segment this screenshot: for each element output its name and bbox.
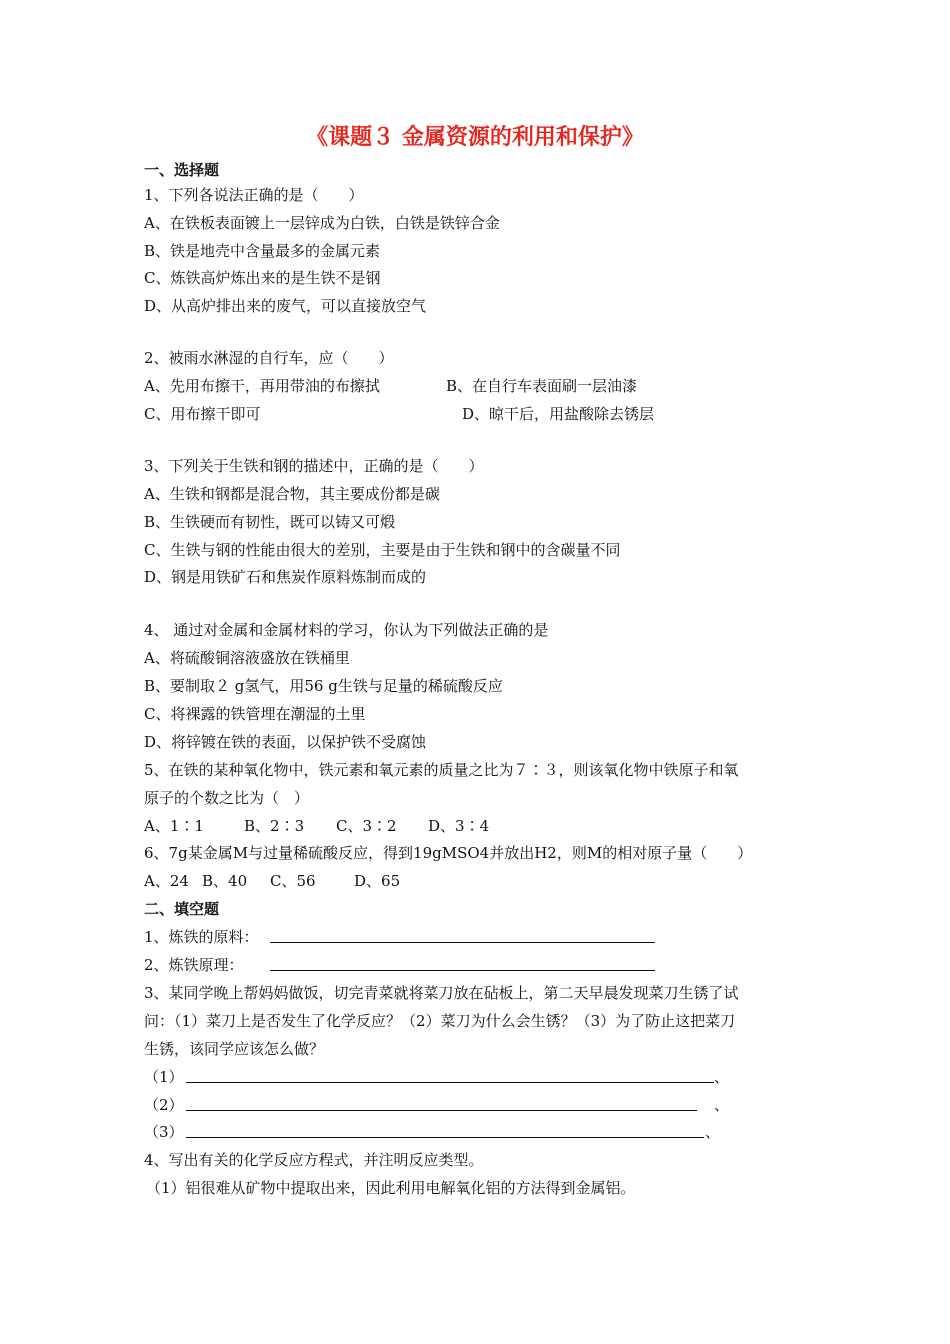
fill-3-answer-3-label: （3） [144, 1123, 184, 1141]
fill-3-answer-1-blank[interactable] [186, 1068, 714, 1083]
question-1-option-a: A、在铁板表面镀上一层锌成为白铁，白铁是铁锌合金 [144, 214, 500, 232]
section-heading-fill: 二、填空题 [144, 900, 220, 918]
fill-3-answer-2-sep: 、 [714, 1096, 730, 1114]
question-2-stem: 2、被雨水淋湿的自行车，应（ ） [144, 349, 394, 367]
fill-4-sub-1: （1）铝很难从矿物中提取出来，因此利用电解氧化铝的方法得到金属铝。 [146, 1179, 636, 1197]
fill-3-stem-line2: 问：（1）菜刀上是否发生了化学反应？（2）菜刀为什么会生锈？（3）为了防止这把菜刀 [144, 1012, 736, 1030]
fill-3-answer-2-blank[interactable] [186, 1096, 697, 1111]
fill-4-stem: 4、写出有关的化学反应方程式，并注明反应类型。 [144, 1151, 484, 1169]
question-5-option-d: D、3∶4 [428, 817, 490, 835]
question-6-option-a: A、24 [144, 872, 189, 890]
question-2-option-a: A、先用布擦干，再用带油的布擦拭 [144, 377, 380, 395]
question-3-option-d: D、钢是用铁矿石和焦炭作原料炼制而成的 [144, 568, 427, 586]
question-5-stem-line2: 原子的个数之比为（ ） [144, 789, 310, 807]
fill-3-answer-1-sep: 、 [714, 1068, 730, 1086]
question-1-option-d: D、从高炉排出来的废气，可以直接放空气 [144, 297, 427, 315]
question-2-option-c: C、用布擦干即可 [144, 405, 261, 423]
fill-3-answer-2-label: （2） [144, 1096, 184, 1114]
fill-1-label: 1、炼铁的原料： [144, 928, 259, 946]
question-2-option-b: B、在自行车表面刷一层油漆 [446, 377, 638, 395]
fill-3-stem-line3: 生锈，该同学应该怎么做？ [144, 1040, 325, 1058]
fill-2-answer-blank[interactable] [270, 956, 655, 971]
question-4-option-b: B、要制取２ g氢气，用56 g生铁与足量的稀硫酸反应 [144, 677, 503, 695]
question-1-option-c: C、炼铁高炉炼出来的是生铁不是钢 [144, 269, 381, 287]
question-3-option-a: A、生铁和钢都是混合物，其主要成份都是碳 [144, 485, 440, 503]
question-3-option-b: B、生铁硬而有韧性，既可以铸又可煅 [144, 513, 396, 531]
question-5-option-c: C、3∶2 [336, 817, 397, 835]
question-2-option-d: D、晾干后，用盐酸除去锈层 [462, 405, 655, 423]
question-1-stem: 1、下列各说法正确的是（ ） [144, 186, 364, 204]
question-4-stem: 4、 通过对金属和金属材料的学习，你认为下列做法正确的是 [144, 621, 549, 639]
question-4-option-d: D、将锌镀在铁的表面，以保护铁不受腐蚀 [144, 733, 427, 751]
question-3-option-c: C、生铁与钢的性能由很大的差别，主要是由于生铁和钢中的含碳量不同 [144, 541, 621, 559]
question-6-stem: 6、7g某金属M与过量稀硫酸反应，得到19gMSO4并放出H2，则M的相对原子量（ ） [144, 844, 753, 862]
fill-3-answer-1-label: （1） [144, 1068, 184, 1086]
fill-2-label: 2、炼铁原理： [144, 956, 244, 974]
question-5-option-b: B、2∶3 [244, 817, 305, 835]
question-6-option-d: D、65 [354, 872, 401, 890]
question-5-stem-line1: 5、在铁的某种氧化物中，铁元素和氧元素的质量之比为７∶３，则该氧化物中铁原子和氧 [144, 761, 739, 779]
fill-3-answer-3-blank[interactable] [186, 1123, 704, 1138]
question-1-option-b: B、铁是地壳中含量最多的金属元素 [144, 242, 381, 260]
question-5-option-a: A、1∶1 [144, 817, 204, 835]
question-6-option-c: C、56 [270, 872, 316, 890]
question-4-option-c: C、将裸露的铁管埋在潮湿的土里 [144, 705, 366, 723]
fill-1-answer-blank[interactable] [270, 928, 655, 943]
question-4-option-a: A、将硫酸铜溶液盛放在铁桶里 [144, 649, 350, 667]
fill-3-stem-line1: 3、某同学晚上帮妈妈做饭，切完青菜就将菜刀放在砧板上，第二天早晨发现菜刀生锈了试 [144, 984, 739, 1002]
question-3-stem: 3、下列关于生铁和钢的描述中，正确的是（ ） [144, 457, 484, 475]
question-6-option-b: B、40 [202, 872, 248, 890]
fill-3-answer-3-sep: 、 [705, 1123, 721, 1141]
page-title: 《课题３ 金属资源的利用和保护》 [306, 124, 644, 150]
section-heading-choice: 一、选择题 [144, 161, 220, 179]
